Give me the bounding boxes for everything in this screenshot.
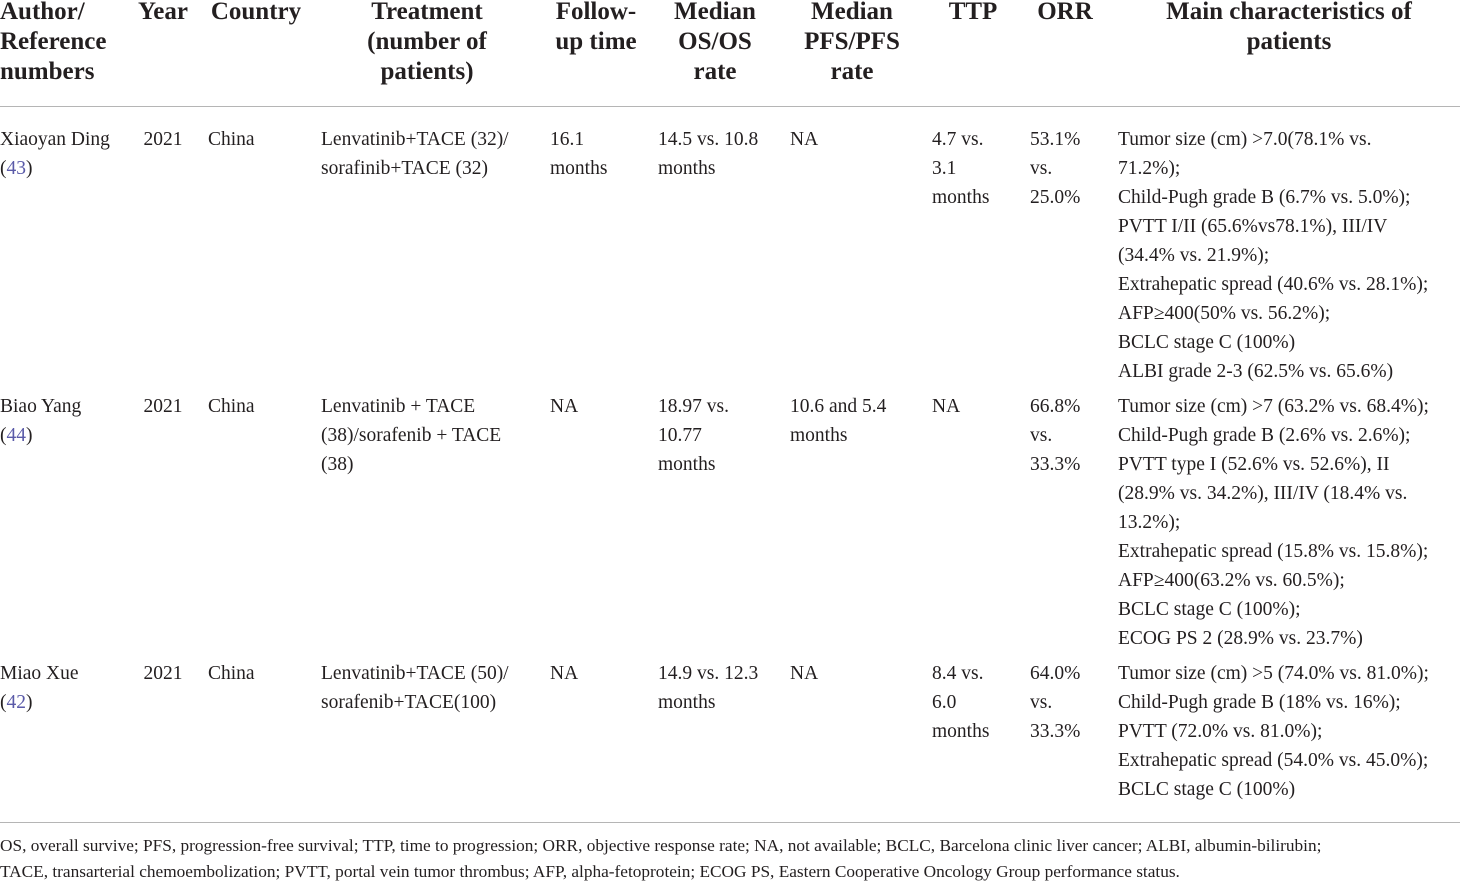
reference-link[interactable]: 42 [6, 692, 26, 713]
reference-line [0, 154, 130, 183]
header-treatment-line: (number of [367, 28, 487, 55]
header-os-line: OS/OS [678, 28, 752, 55]
characteristics-line: Tumor size (cm) >5 (74.0% vs. 81.0%); [1118, 663, 1429, 684]
characteristics-line: PVTT I/II (65.6%vs78.1%), III/IV [1118, 216, 1388, 237]
os-line: months [658, 692, 716, 713]
paren-open: ( [0, 425, 7, 446]
followup-line: months [550, 158, 608, 179]
characteristics-line: AFP≥400(63.2% vs. 60.5%); [1118, 570, 1345, 591]
treatment-line: (38)/sorafenib + TACE [321, 425, 502, 446]
header-pfs-line: rate [830, 58, 874, 85]
paren-close: ) [26, 158, 33, 179]
followup-line: 16.1 [550, 129, 585, 150]
header-orr-line: ORR [1037, 0, 1093, 25]
os-line: 18.97 vs. [658, 396, 729, 417]
characteristics-line: (34.4% vs. 21.9%); [1118, 245, 1270, 266]
table-footnote [0, 833, 1460, 885]
header-pfs-line: Median [811, 0, 893, 25]
orr-line: 64.0% [1030, 663, 1081, 684]
os-line: 10.77 [658, 425, 702, 446]
characteristics-line: Tumor size (cm) >7 (63.2% vs. 68.4%); [1118, 396, 1429, 417]
characteristics-line: ALBI grade 2-3 (62.5% vs. 65.6%) [1118, 361, 1394, 382]
header-year-line: Year [138, 0, 188, 25]
characteristics-line: Extrahepatic spread (40.6% vs. 28.1%); [1118, 274, 1429, 295]
treatment-line: Lenvatinib+TACE (32)/ [321, 129, 509, 150]
orr-line: 33.3% [1030, 454, 1081, 475]
cell-os [658, 125, 778, 183]
orr-line: 25.0% [1030, 187, 1081, 208]
footnote-line-1: OS, overall survive; PFS, progression-free survival; TTP, time to progression; ORR, objective response rate; NA, not available; BCLC, Barcelona clinic liver cancer; ALBI, albumin-bilirubin; [0, 836, 1322, 855]
header-os-line: Median [674, 0, 756, 25]
cell-country [208, 125, 308, 154]
cell-pfs [790, 659, 910, 688]
cell-year [138, 125, 188, 154]
characteristics-line: Extrahepatic spread (15.8% vs. 15.8%); [1118, 541, 1429, 562]
os-line: 14.5 vs. 10.8 [658, 129, 759, 150]
footnote-line-2: TACE, transarterial chemoembolization; PVTT, portal vein tumor thrombus; AFP, alpha-fetoprotein; ECOG PS, Eastern Cooperative Oncology Group performance status. [0, 862, 1180, 881]
treatment-line: Lenvatinib + TACE [321, 396, 476, 417]
paren-open: ( [0, 158, 7, 179]
cell-treatment [321, 659, 541, 717]
cell-country [208, 392, 308, 421]
ttp-line: NA [932, 396, 961, 417]
reference-line [0, 688, 130, 717]
header-author-line: Author/ [0, 0, 85, 25]
orr-line: vs. [1030, 158, 1053, 179]
pfs-line: NA [790, 129, 819, 150]
cell-treatment [321, 125, 541, 183]
cell-ttp [932, 125, 1017, 212]
characteristics-line: Extrahepatic spread (54.0% vs. 45.0%); [1118, 750, 1429, 771]
header-treatment-line: Treatment [371, 0, 483, 25]
year-value: 2021 [143, 129, 183, 150]
year-value: 2021 [143, 396, 183, 417]
footer-rule [0, 822, 1460, 823]
ttp-line: 8.4 vs. [932, 663, 984, 684]
cell-characteristics [1118, 125, 1458, 386]
country-value: China [208, 396, 255, 417]
cell-orr [1030, 125, 1110, 212]
ttp-line: 6.0 [932, 692, 957, 713]
cell-characteristics [1118, 659, 1458, 804]
characteristics-line: BCLC stage C (100%) [1118, 332, 1296, 353]
treatment-line: sorafinib+TACE (32) [321, 158, 489, 179]
paren-open: ( [0, 692, 7, 713]
characteristics-line: Tumor size (cm) >7.0(78.1% vs. [1118, 129, 1372, 150]
ttp-line: 3.1 [932, 158, 957, 179]
os-line: 14.9 vs. 12.3 [658, 663, 759, 684]
cell-orr [1030, 392, 1110, 479]
characteristics-line: 71.2%); [1118, 158, 1181, 179]
cell-os [658, 392, 778, 479]
cell-os [658, 659, 778, 717]
characteristics-line: AFP≥400(50% vs. 56.2%); [1118, 303, 1331, 324]
characteristics-line: Child-Pugh grade B (2.6% vs. 2.6%); [1118, 425, 1411, 446]
header-os-line: rate [693, 58, 737, 85]
cell-orr [1030, 659, 1110, 746]
paren-close: ) [26, 692, 33, 713]
cell-treatment [321, 392, 541, 479]
cell-pfs [790, 392, 910, 450]
orr-line: 66.8% [1030, 396, 1081, 417]
author-name: Miao Xue [0, 663, 79, 684]
orr-line: vs. [1030, 425, 1053, 446]
characteristics-line: BCLC stage C (100%); [1118, 599, 1301, 620]
characteristics-line: BCLC stage C (100%) [1118, 779, 1296, 800]
cell-author [0, 125, 130, 183]
characteristics-line: Child-Pugh grade B (18% vs. 16%); [1118, 692, 1401, 713]
author-name: Xiaoyan Ding [0, 129, 110, 150]
ttp-line: 4.7 vs. [932, 129, 984, 150]
country-value: China [208, 129, 255, 150]
header-author-line: Reference [0, 28, 107, 55]
header-followup-line: Follow- [555, 0, 637, 25]
pfs-line: months [790, 425, 848, 446]
pfs-line: NA [790, 663, 819, 684]
cell-pfs [790, 125, 910, 154]
treatment-line: sorafenib+TACE(100) [321, 692, 497, 713]
os-line: months [658, 158, 716, 179]
characteristics-line: ECOG PS 2 (28.9% vs. 23.7%) [1118, 628, 1363, 649]
header-pfs-line: PFS/PFS [804, 28, 900, 55]
characteristics-line: PVTT type I (52.6% vs. 52.6%), II [1118, 454, 1390, 475]
cell-year [138, 659, 188, 688]
ttp-line: months [932, 187, 990, 208]
treatment-line: (38) [321, 454, 354, 475]
characteristics-line: Child-Pugh grade B (6.7% vs. 5.0%); [1118, 187, 1411, 208]
cell-ttp [932, 659, 1017, 746]
reference-link[interactable]: 44 [6, 425, 26, 446]
followup-line: NA [550, 663, 579, 684]
header-ttp-line: TTP [948, 0, 998, 25]
year-value: 2021 [143, 663, 183, 684]
header-followup-line: up time [555, 28, 637, 55]
characteristics-line: 13.2%); [1118, 512, 1181, 533]
cell-country [208, 659, 308, 688]
cell-year [138, 392, 188, 421]
ttp-line: months [932, 721, 990, 742]
orr-line: 33.3% [1030, 721, 1081, 742]
pfs-line: 10.6 and 5.4 [790, 396, 887, 417]
treatment-line: Lenvatinib+TACE (50)/ [321, 663, 509, 684]
author-name: Biao Yang [0, 396, 82, 417]
followup-line: NA [550, 396, 579, 417]
cell-ttp [932, 392, 1017, 421]
cell-author [0, 392, 130, 450]
cell-followup [550, 392, 645, 421]
header-characteristics-line: patients [1246, 28, 1332, 55]
country-value: China [208, 663, 255, 684]
header-characteristics-line: Main characteristics of [1166, 0, 1412, 25]
header-rule [0, 106, 1460, 107]
header-author-line: numbers [0, 58, 95, 85]
characteristics-line: PVTT (72.0% vs. 81.0%); [1118, 721, 1323, 742]
reference-link[interactable]: 43 [6, 158, 26, 179]
cell-followup [550, 659, 645, 688]
paren-close: ) [26, 425, 33, 446]
header-treatment-line: patients) [380, 58, 474, 85]
header-country-line: Country [210, 0, 302, 25]
os-line: months [658, 454, 716, 475]
characteristics-line: (28.9% vs. 34.2%), III/IV (18.4% vs. [1118, 483, 1408, 504]
reference-line [0, 421, 130, 450]
cell-author [0, 659, 130, 717]
header-characteristics [1089, 0, 1460, 57]
orr-line: vs. [1030, 692, 1053, 713]
orr-line: 53.1% [1030, 129, 1081, 150]
cell-characteristics [1118, 392, 1458, 653]
cell-followup [550, 125, 645, 183]
